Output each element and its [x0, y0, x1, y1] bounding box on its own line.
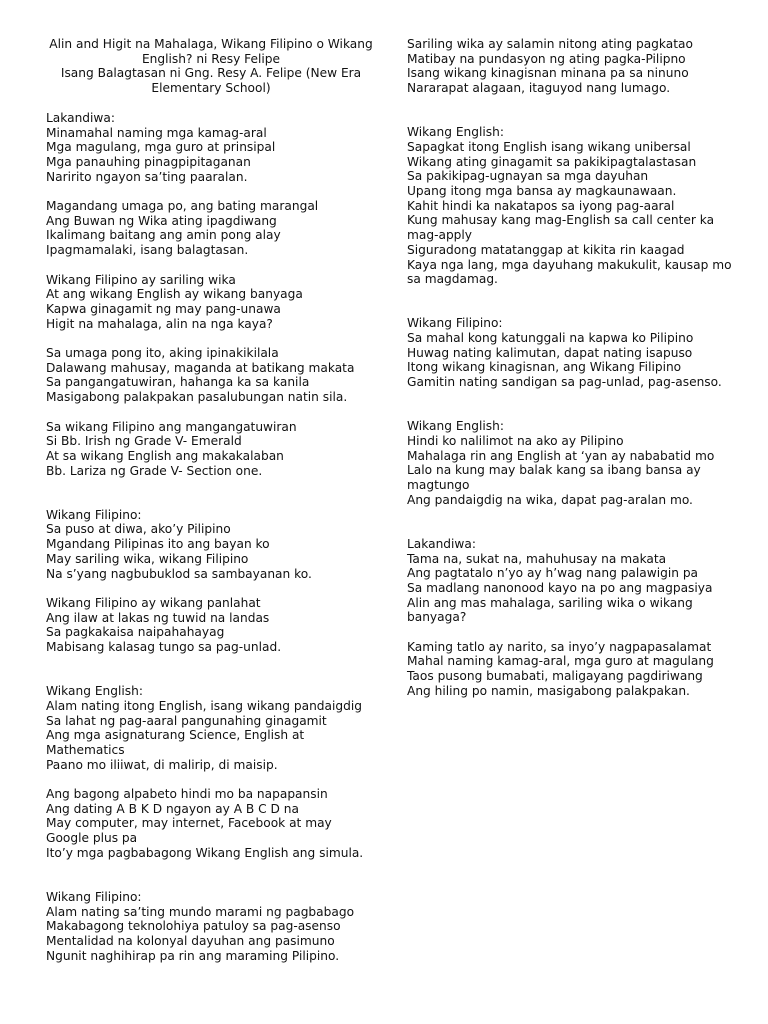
- verse-line: Wikang English:: [407, 419, 504, 434]
- verse-line: Ang ilaw at lakas ng tuwid na landas: [46, 610, 270, 625]
- right-column: [407, 37, 737, 713]
- verse-line: Sa madlang nanonood kayo na po ang magpasiya: [407, 580, 713, 595]
- verse-line: Wikang Filipino ay wikang panlahat: [46, 595, 261, 610]
- verse-line: Isang wikang kinagisnan minana pa sa ninuno: [407, 66, 689, 81]
- verse-line: Sa mahal kong katunggali na kapwa ko Pilipino: [407, 331, 694, 346]
- stanza: [46, 890, 376, 964]
- stanza: [407, 419, 737, 507]
- verse-line: Taos pusong bumabati, maligayang pagdiriwang: [407, 669, 703, 684]
- verse-line: May computer, may internet, Facebook at may: [46, 816, 332, 831]
- document-title: [46, 37, 376, 96]
- verse-line: Wikang Filipino ay sariling wika: [46, 272, 236, 287]
- stanza: [46, 420, 376, 479]
- verse-line: Sapagkat itong English isang wikang unibersal: [407, 139, 691, 154]
- verse-line: Matibay na pundasyon ng ating pagka-Pilipno: [407, 51, 686, 66]
- verse-line: Sa pagkakaisa naipahahayag: [46, 625, 225, 640]
- verse-line: At sa wikang English ang makakalaban: [46, 448, 284, 463]
- stanza: [407, 37, 737, 96]
- verse-line: Mentalidad na kolonyal dayuhan ang pasimuno: [46, 934, 335, 949]
- verse-line: magtungo: [407, 478, 470, 493]
- verse-line: sa magdamag.: [407, 272, 498, 287]
- verse-line: Alin ang mas mahalaga, sariling wika o wikang: [407, 595, 693, 610]
- verse-line: Mga magulang, mga guro at prinsipal: [46, 140, 276, 155]
- verse-line: Ang pagtatalo n’yo ay h’wag nang palawigin pa: [407, 566, 699, 581]
- verse-line: Mga panauhing pinagpipitaganan: [46, 154, 251, 169]
- verse-line: Kahit hindi ka nakatapos sa iyong pag-aaral: [407, 198, 675, 213]
- verse-line: Mathematics: [46, 742, 125, 757]
- verse-line: Sa umaga pong ito, aking ipinakikilala: [46, 346, 279, 361]
- verse-line: Wikang Filipino:: [46, 507, 142, 522]
- verse-line: Paano mo iliiwat, di malirip, di maisip.: [46, 757, 278, 772]
- verse-line: Sariling wika ay salamin nitong ating pagkatao: [407, 37, 693, 51]
- verse-line: Dalawang mahusay, maganda at batikang makata: [46, 360, 355, 375]
- verse-line: Siguradong matatanggap at kikita rin kaagad: [407, 242, 685, 257]
- left-stanzas: [46, 111, 376, 964]
- verse-line: Tama na, sukat na, mahuhusay na makata: [407, 551, 667, 566]
- verse-line: Sa pakikipag-ugnayan sa mga dayuhan: [407, 169, 649, 184]
- stanza: [46, 787, 376, 861]
- verse-line: Ang dating A B K D ngayon ay A B C D na: [46, 801, 299, 816]
- verse-line: banyaga?: [407, 610, 467, 625]
- title-line: Alin and Higit na Mahalaga, Wikang Filipino o Wikang: [49, 37, 373, 51]
- verse-line: Minamahal naming mga kamag-aral: [46, 125, 267, 140]
- stanza: [407, 125, 737, 287]
- stanza: [46, 199, 376, 258]
- verse-line: Wikang Filipino:: [46, 889, 142, 904]
- stanza: [46, 596, 376, 655]
- verse-line: Sa puso at diwa, ako’y Pilipino: [46, 522, 231, 537]
- verse-line: Wikang ating ginagamit sa pakikipagtalastasan: [407, 154, 697, 169]
- verse-line: Lakandiwa:: [46, 110, 115, 125]
- verse-line: Si Bb. Irish ng Grade V- Emerald: [46, 434, 242, 449]
- verse-line: Ang mga asignaturang Science, English at: [46, 728, 305, 743]
- verse-line: Alam nating itong English, isang wikang pandaigdig: [46, 698, 362, 713]
- stanza: [407, 640, 737, 699]
- verse-line: Ang bagong alpabeto hindi mo ba napapansin: [46, 787, 328, 802]
- stanza: [46, 346, 376, 405]
- verse-line: Wikang English:: [407, 125, 504, 140]
- verse-line: Sa lahat ng pag-aaral pangunahing ginagamit: [46, 713, 327, 728]
- verse-line: Sa wikang Filipino ang mangangatuwiran: [46, 419, 297, 434]
- stanza: [46, 684, 376, 772]
- verse-line: Na s’yang nagbubuklod sa sambayanan ko.: [46, 566, 312, 581]
- verse-line: Ngunit naghihirap pa rin ang maraming Pilipino.: [46, 948, 340, 963]
- verse-line: Kaming tatlo ay narito, sa inyo’y nagpapasalamat: [407, 639, 712, 654]
- verse-line: Naririto ngayon sa’ting paaralan.: [46, 169, 248, 184]
- verse-line: Ang Buwan ng Wika ating ipagdiwang: [46, 213, 277, 228]
- verse-line: Magandang umaga po, ang bating marangal: [46, 199, 319, 214]
- verse-line: mag-apply: [407, 228, 473, 243]
- verse-line: Wikang English:: [46, 684, 143, 699]
- verse-line: Gamitin nating sandigan sa pag-unlad, pag-asenso.: [407, 375, 722, 390]
- verse-line: Itong wikang kinagisnan, ang Wikang Filipino: [407, 360, 682, 375]
- verse-line: Mahal naming kamag-aral, mga guro at magulang: [407, 654, 714, 669]
- verse-line: Makabagong teknolohiya patuloy sa pag-asenso: [46, 919, 341, 934]
- verse-line: Upang itong mga bansa ay magkaunawaan.: [407, 184, 677, 199]
- stanza: [407, 316, 737, 390]
- verse-line: Ipagmamalaki, isang balagtasan.: [46, 243, 249, 258]
- left-column: [46, 37, 376, 978]
- verse-line: Bb. Lariza ng Grade V- Section one.: [46, 463, 263, 478]
- verse-line: Mabisang kalasag tungo sa pag-unlad.: [46, 640, 282, 655]
- title-line: English? ni Resy Felipe: [141, 51, 281, 66]
- verse-line: Nararapat alagaan, itaguyod nang lumago.: [407, 81, 671, 96]
- verse-line: Mgandang Pilipinas ito ang bayan ko: [46, 537, 270, 552]
- verse-line: May sariling wika, wikang Filipino: [46, 551, 249, 566]
- verse-line: Kapwa ginagamit ng may pang-unawa: [46, 301, 281, 316]
- verse-line: Lakandiwa:: [407, 536, 476, 551]
- verse-line: Google plus pa: [46, 831, 138, 846]
- stanza: [46, 273, 376, 332]
- verse-line: Masigabong palakpakan pasalubungan natin sila.: [46, 390, 348, 405]
- verse-line: Mahalaga rin ang English at ‘yan ay nababatid mo: [407, 448, 715, 463]
- verse-line: Kung mahusay kang mag-English sa call center ka: [407, 213, 715, 228]
- verse-line: Sa pangangatuwiran, hahanga ka sa kanila: [46, 375, 310, 390]
- verse-line: Ang pandaigdig na wika, dapat pag-aralan mo.: [407, 492, 693, 507]
- verse-line: Wikang Filipino:: [407, 316, 503, 331]
- verse-line: Ikalimang baitang ang amin pong alay: [46, 228, 281, 243]
- verse-line: Kaya nga lang, mga dayuhang makukulit, kausap mo: [407, 257, 732, 272]
- right-stanzas: [407, 37, 737, 699]
- stanza: [46, 111, 376, 185]
- verse-line: At ang wikang English ay wikang banyaga: [46, 287, 303, 302]
- stanza: [407, 537, 737, 625]
- verse-line: Hindi ko nalilimot na ako ay Pilipino: [407, 433, 624, 448]
- verse-line: Ito’y mga pagbabagong Wikang English ang simula.: [46, 845, 364, 860]
- verse-line: Higit na mahalaga, alin na nga kaya?: [46, 316, 273, 331]
- stanza: [46, 508, 376, 582]
- verse-line: Lalo na kung may balak kang sa ibang bansa ay: [407, 463, 701, 478]
- verse-line: Alam nating sa’ting mundo marami ng pagbabago: [46, 904, 355, 919]
- title-line: Isang Balagtasan ni Gng. Resy A. Felipe (New Era: [60, 66, 362, 81]
- verse-line: Ang hiling po namin, masigabong palakpakan.: [407, 683, 690, 698]
- title-line: Elementary School): [151, 81, 271, 96]
- verse-line: Huwag nating kalimutan, dapat nating isapuso: [407, 345, 693, 360]
